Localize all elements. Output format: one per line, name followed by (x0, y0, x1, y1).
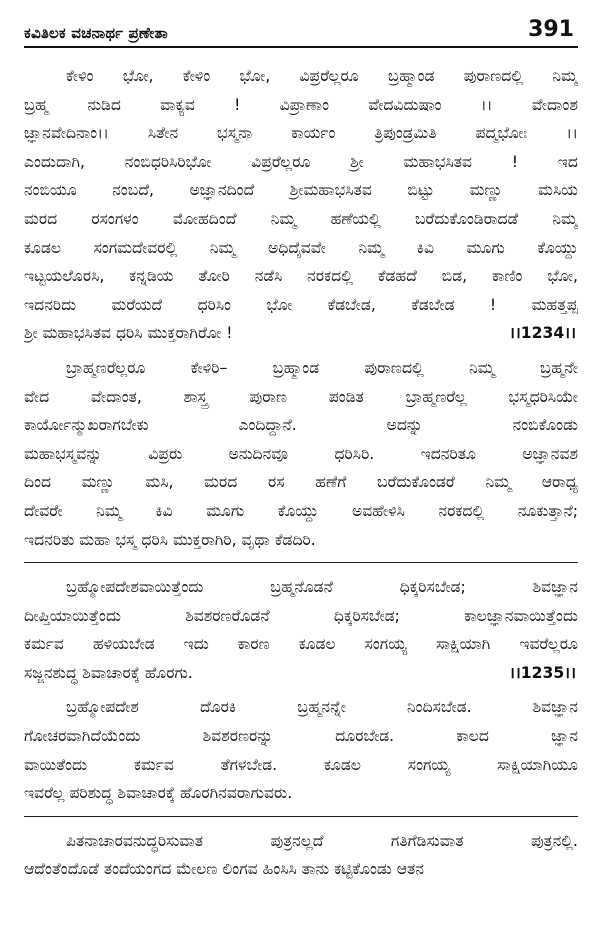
vachana-paragraph (24, 62, 578, 348)
page-number: 391 (528, 17, 574, 42)
text-line: ಪಿತನಾಚಾರವನುದ್ಧರಿಸುವಾತ ಪುತ್ರನಲ್ಲದೆ ಗತಿಗೆಡಿಸುವಾತ ಪುತ್ರನಲ್ಲಿ. (66, 831, 578, 850)
text-line: ಜ್ಞಾನವೇದಿನಾಂ।। ಸಿತೇನ ಭಸ್ಮನಾ ಕಾರ್ಯಂ ತ್ರಿಪುಂಡ್ರಮಿತಿ ಪದ್ಮಭೋಃ ।। (24, 124, 578, 143)
text-line: ಮಹಾಭಸ್ಮವನ್ನು ವಿಪ್ರರು ಅನುದಿನವೂ ಧರಿಸಿರಿ. ಇದನರಿತೂ ಅಜ್ಞಾನವಶ (24, 444, 578, 463)
vachana-number: ।।1235।। (508, 663, 576, 682)
vachana-paragraph (24, 573, 578, 687)
text-line: ಕೇಳಿಂ ಭೋ, ಕೇಳಿಂ ಭೋ, ವಿಪ್ರರೆಲ್ಲರೂ ಬ್ರಹ್ಮಾಂಡ ಪುರಾಣದಲ್ಲಿ ನಿಮ್ಮ (66, 67, 578, 85)
text-line: ವಾಯಿತೆಂದು ಕರ್ಮವ ತೆಗಳಬೇಡ. ಕೂಡಲ ಸಂಗಯ್ಯ ಸಾಕ್ಷಿಯಾಗಿಯೂ (24, 755, 578, 774)
running-title: ಕವಿತಿಲಕ ವಚನಾರ್ಥ ಪ್ರಣೇತಾ (24, 24, 168, 42)
text-line: ಗೋಚರವಾಗಿದೆಯೆಂದು ಶಿವಶರಣರನ್ನು ದೂರಬೇಡ. ಕಾಲದ ಜ್ಞಾನ (24, 727, 578, 746)
closing-line (24, 659, 578, 688)
vachana-number: ।।1234।। (508, 324, 576, 343)
text-line: ಕರ್ಮವ ಹಳಿಯಬೇಡ ಇದು ಕಾರಣ ಕೂಡಲ ಸಂಗಯ್ಯ ಸಾಕ್ಷಿಯಾಗಿ ಇವರೆಲ್ಲರೂ (24, 635, 578, 654)
section-divider (24, 816, 578, 817)
text-line: ಮರದ ರಸಂಗಳಂ ಮೋಹದಿಂದೆ ನಿಮ್ಮ ಹಣೆಯಲ್ಲಿ ಬರೆದುಕೊಂಡಿರಾದಡೆ ನಿಮ್ಮ (24, 209, 578, 228)
text-line: ಬ್ರಹ್ಮೋಪದೇಶವಾಯಿತ್ತೆಂದು ಬ್ರಹ್ಮನೊಡನೆ ಧಿಕ್ಕರಿಸಬೇಡ; ಶಿವಜ್ಞಾನ (66, 578, 578, 597)
vachana-paragraph (24, 827, 578, 884)
text-line: ಇದನರಿದು ಮರೆಯದೆ ಧರಿಸಿಂ ಭೋ ಕೆಡಬೇಡ, ಕೆಡಬೇಡ ! ಮಹತ್ತಪ್ಪ (24, 295, 578, 314)
text-line: ಕಾರ್ಯೋನ್ಮುಖರಾಗಬೇಕು ಎಂದಿದ್ದಾನೆ. ಅದನ್ನು ನಂಬಿಕೊಂಡು (24, 416, 578, 435)
closing-line (24, 319, 578, 348)
closing-text: ಸಜ್ಜನಶುದ್ಧ ಶಿವಾಚಾರಕ್ಕೆ ಹೊರಗು. (24, 663, 193, 682)
text-line: ಬ್ರಹ್ಮ ನುಡಿದ ವಾಕ್ಯವ ! ವಿಪ್ರಾಣಾಂ ವೇದವಿದುಷಾಂ ।। ವೇದಾಂಶ (24, 95, 578, 114)
text-line: ಇಟ್ಟಯಲೊರಸಿ, ಕನ್ನಡಿಯ ತೋರಿ ನಡೆಸಿ ನರಕದಲ್ಲಿ ಕೆಡಹದೆ ಬಿಡ, ಕಾಣಿಂ ಭೋ, (24, 267, 578, 286)
text-line: ವೇದ ವೇದಾಂತ, ಶಾಸ್ತ್ರ ಪುರಾಣ ಪಂಡಿತ ಬ್ರಾಹ್ಮಣರೆಲ್ಲ ಭಸ್ಮಧರಿಸಿಯೇ (24, 387, 578, 406)
text-line: ದೀಪ್ತಿಯಾಯಿತ್ತೆಂದು ಶಿವಶರಣರೊಡನೆ ಧಿಕ್ಕರಿಸಬೇಡ; ಕಾಲಜ್ಞಾನವಾಯಿತ್ತೆಂದು (24, 606, 578, 625)
running-header (24, 0, 578, 42)
header-rule (24, 46, 578, 48)
text-line: ಆದೆಂತೆಂದೊಡೆ ತಂದೆಯಂಗದ ಮೇಲಣ ಲಿಂಗವ ಹಿಂಸಿಸಿ ತಾನು ಕಟ್ಟಿಕೊಂಡು ಆತನ (24, 860, 424, 879)
vachana-paragraph (24, 354, 578, 554)
text-line: ಬ್ರಹ್ಮೋಪದೇಶ ದೊರಕಿ ಬ್ರಹ್ಮನನ್ನೇ ನಿಂದಿಸಬೇಡ. ಶಿವಜ್ಞಾನ (66, 698, 578, 717)
text-line: ಎಂದುದಾಗಿ, ನಂಬಿಧರಿಸಿರಿಭೋ ವಿಪ್ರರೆಲ್ಲರೂ ಶ್ರೀ ಮಹಾಭಸಿತವ ! ಇದ (24, 152, 578, 171)
closing-line: ಇದನರಿತು ಮಹಾ ಭಸ್ಮ ಧರಿಸಿ ಮುಕ್ತರಾಗಿರಿ, ವೃಥಾ ಕೆಡದಿರಿ. (24, 530, 316, 549)
text-line: ನಂಬಿಯೂ ನಂಬದೆ, ಅಜ್ಞಾನದಿಂದೆ ಶ್ರೀಮಹಾಭಸಿತವ ಬಿಟ್ಟು ಮಣ್ಣು ಮಸಿಯ (24, 181, 578, 200)
closing-line: ಇವರೆಲ್ಲ ಪರಿಶುದ್ಧ ಶಿವಾಚಾರಕ್ಕೆ ಹೊರಗಿನವರಾಗುವರು. (24, 784, 293, 803)
closing-text: ಶ್ರೀ ಮಹಾಭಸಿತವ ಧರಿಸಿ ಮುಕ್ತರಾಗಿರೋ ! (24, 324, 233, 343)
text-line: ಕೂಡಲ ಸಂಗಮದೇವರಲ್ಲಿ ನಿಮ್ಮ ಅಧಿದೈವವೇ ನಿಮ್ಮ ಕಿವಿ ಮೂಗು ಕೊಯ್ದು (24, 238, 578, 257)
page-body (24, 62, 578, 884)
text-line: ದಿಂದ ಮಣ್ಣು ಮಸಿ, ಮರದ ರಸ ಹಣೆಗೆ ಬರೆದುಕೊಂಡರೆ ನಿಮ್ಮ ಆರಾಧ್ಯ (24, 473, 578, 492)
section-divider (24, 562, 578, 563)
text-line: ದೇವರೇ ನಿಮ್ಮ ಕಿವಿ ಮೂಗು ಕೊಯ್ದು ಅವಹೇಳಿಸಿ ನರಕದಲ್ಲಿ ನೂಕುತ್ತಾನೆ; (24, 501, 578, 520)
text-line: ಬ್ರಾಹ್ಮಣರೆಲ್ಲರೂ ಕೇಳಿರಿ– ಬ್ರಹ್ಮಾಂಡ ಪುರಾಣದಲ್ಲಿ ನಿಮ್ಮ ಬ್ರಹ್ಮನೇ (66, 358, 578, 377)
vachana-paragraph (24, 693, 578, 807)
